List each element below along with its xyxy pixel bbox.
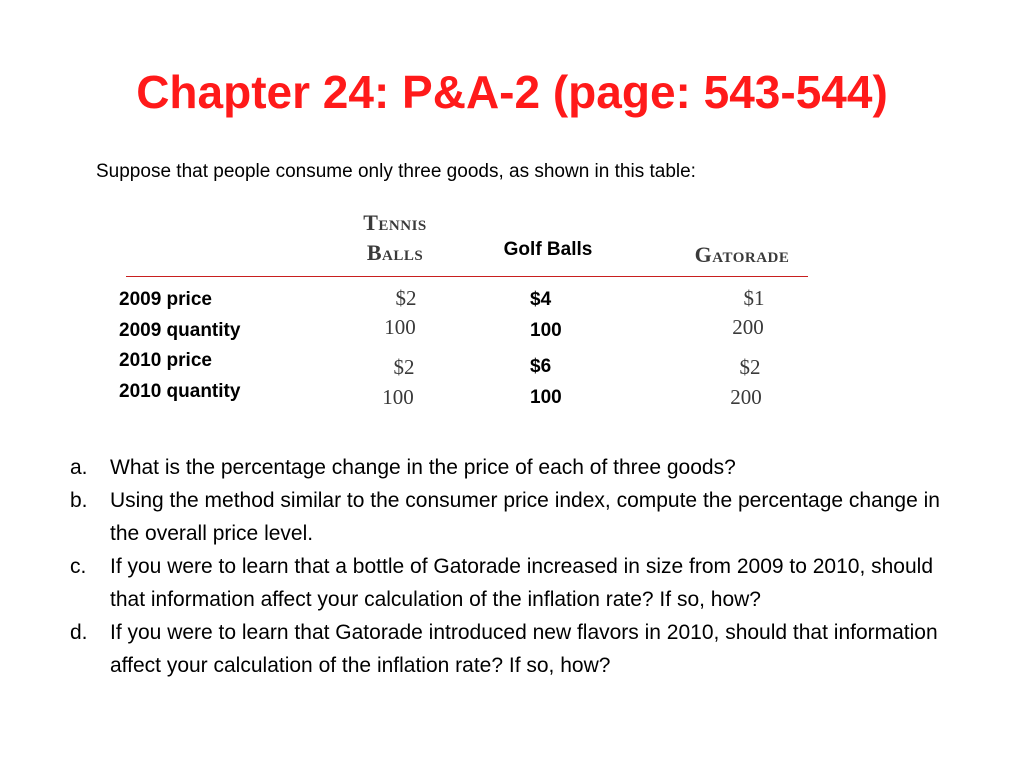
question-text: What is the percentage change in the price of each of three goods? bbox=[110, 456, 736, 479]
row-label: 2010 price bbox=[119, 350, 212, 371]
question-marker: d. bbox=[70, 621, 88, 644]
column-header-tennis-line2: Balls bbox=[366, 240, 424, 265]
cell-gatorade: $2 bbox=[739, 355, 761, 379]
question-list bbox=[70, 451, 970, 682]
row-label: 2009 price bbox=[119, 289, 212, 310]
row-label: 2010 quantity bbox=[119, 381, 241, 402]
column-header-tennis-balls bbox=[340, 208, 450, 268]
column-header-golf-balls: Golf Balls bbox=[503, 239, 593, 260]
column-header-tennis-line1: Tennis bbox=[363, 210, 427, 235]
cell-tennis: 100 bbox=[384, 315, 416, 339]
cell-tennis: 100 bbox=[382, 385, 414, 409]
question-item bbox=[70, 484, 970, 550]
cell-tennis: $2 bbox=[395, 286, 417, 310]
question-text: If you were to learn that a bottle of Gatorade increased in size from 2009 to 2010, should that information affect your calculation of the inflation rate? If so, how? bbox=[110, 555, 933, 611]
cell-golf: 100 bbox=[530, 387, 562, 408]
cell-gatorade: $1 bbox=[743, 286, 765, 310]
question-marker: b. bbox=[70, 489, 88, 512]
question-item bbox=[70, 550, 970, 616]
row-label: 2009 quantity bbox=[119, 320, 241, 341]
cell-gatorade: 200 bbox=[730, 385, 762, 409]
cell-golf: $4 bbox=[530, 289, 552, 310]
slide-title: Chapter 24: P&A-2 (page: 543-544) bbox=[136, 66, 888, 118]
cell-golf: $6 bbox=[530, 356, 552, 377]
cell-gatorade: 200 bbox=[732, 315, 764, 339]
question-text: Using the method similar to the consumer price index, compute the percentage change in the overall price level. bbox=[110, 489, 940, 545]
intro-text: Suppose that people consume only three goods, as shown in this table: bbox=[96, 161, 696, 182]
header-divider bbox=[126, 276, 808, 277]
cell-golf: 100 bbox=[530, 320, 562, 341]
question-marker: c. bbox=[70, 555, 87, 578]
question-marker: a. bbox=[70, 456, 88, 479]
column-header-gatorade: Gatorade bbox=[694, 242, 790, 267]
question-item bbox=[70, 451, 970, 484]
cell-tennis: $2 bbox=[393, 355, 415, 379]
question-text: If you were to learn that Gatorade introduced new flavors in 2010, should that information affect your calculation of the inflation rate? If so, how? bbox=[110, 621, 938, 677]
question-item bbox=[70, 616, 970, 682]
